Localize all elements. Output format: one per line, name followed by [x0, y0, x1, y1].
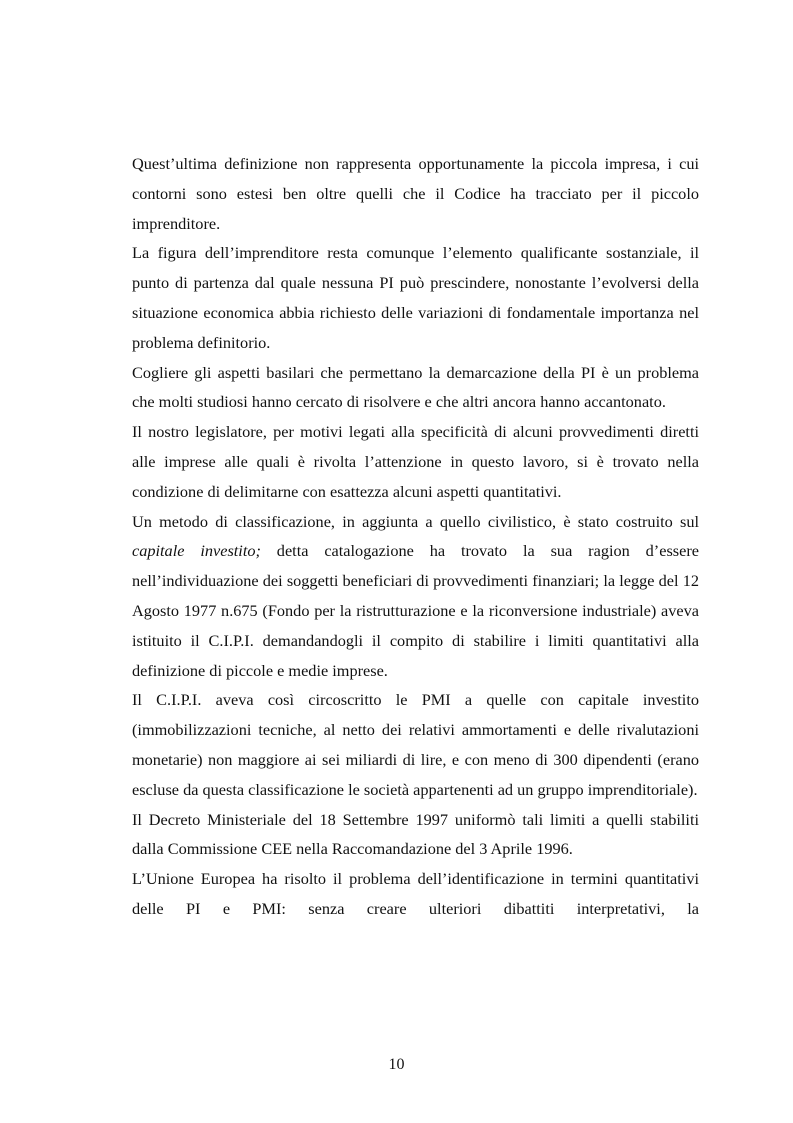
- paragraph-2: La figura dell’imprenditore resta comunque l’elemento qualificante sostanziale, il punto di partenza dal quale nessuna PI può prescindere, nonostante l’evolversi della situazione economica abbia richiesto delle variazioni di fondamentale importanza nel problema definitorio.: [132, 243, 699, 352]
- paragraph-3: Cogliere gli aspetti basilari che permettano la demarcazione della PI è un problema che molti studiosi hanno cercato di risolvere e che altri ancora hanno accantonato.: [132, 362, 699, 412]
- paragraph-1: Quest’ultima definizione non rappresenta opportunamente la piccola impresa, i cui contorni sono estesi ben oltre quelli che il Codice ha tracciato per il piccolo imprenditore.: [132, 154, 699, 233]
- body-text: [132, 149, 699, 924]
- page-number: 10: [388, 1056, 405, 1073]
- paragraph-4: Il nostro legislatore, per motivi legati alla specificità di alcuni provvedimenti diretti alle imprese alle quali è rivolta l’attenzione in questo lavoro, si è trovato nella condizione di delimitarne con esattezza alcuni aspetti quantitativi.: [132, 422, 699, 501]
- paragraph-5-before: Un metodo di classificazione, in aggiunta a quello civilistico, è stato costruito sul: [132, 511, 699, 531]
- paragraph-6: Il C.I.P.I. aveva così circoscritto le PMI a quelle con capitale investito (immobilizzazioni tecniche, al netto dei relativi ammortamenti e delle rivalutazioni monetarie) non maggiore ai sei miliardi di lire, e con meno di 300 dipendenti (erano escluse da questa classificazione le società appartenenti ad un gruppo imprenditoriale).: [132, 690, 699, 799]
- paragraph-7: Il Decreto Ministeriale del 18 Settembre 1997 uniformò tali limiti a quelli stabiliti dalla Commissione CEE nella Raccomandazione del 3 Aprile 1996.: [132, 809, 699, 859]
- paragraph-5: [132, 507, 699, 686]
- paragraph-5-after: detta catalogazione ha trovato la sua ragion d’essere nell’individuazione dei soggetti beneficiari di provvedimenti finanziari; la legge del 12 Agosto 1977 n.675 (Fondo per la ristrutturazione e la riconversione industriale) aveva istituito il C.I.P.I. demandandogli il compito di stabilire i limiti quantitativi alla definizione di piccole e medie imprese.: [132, 541, 699, 680]
- paragraph-5-italic: capitale investito;: [132, 541, 261, 561]
- paragraph-8: L’Unione Europea ha risolto il problema dell’identificazione in termini quantitativi delle PI e PMI: senza creare ulteriori dibattiti interpretativi, la: [132, 869, 699, 918]
